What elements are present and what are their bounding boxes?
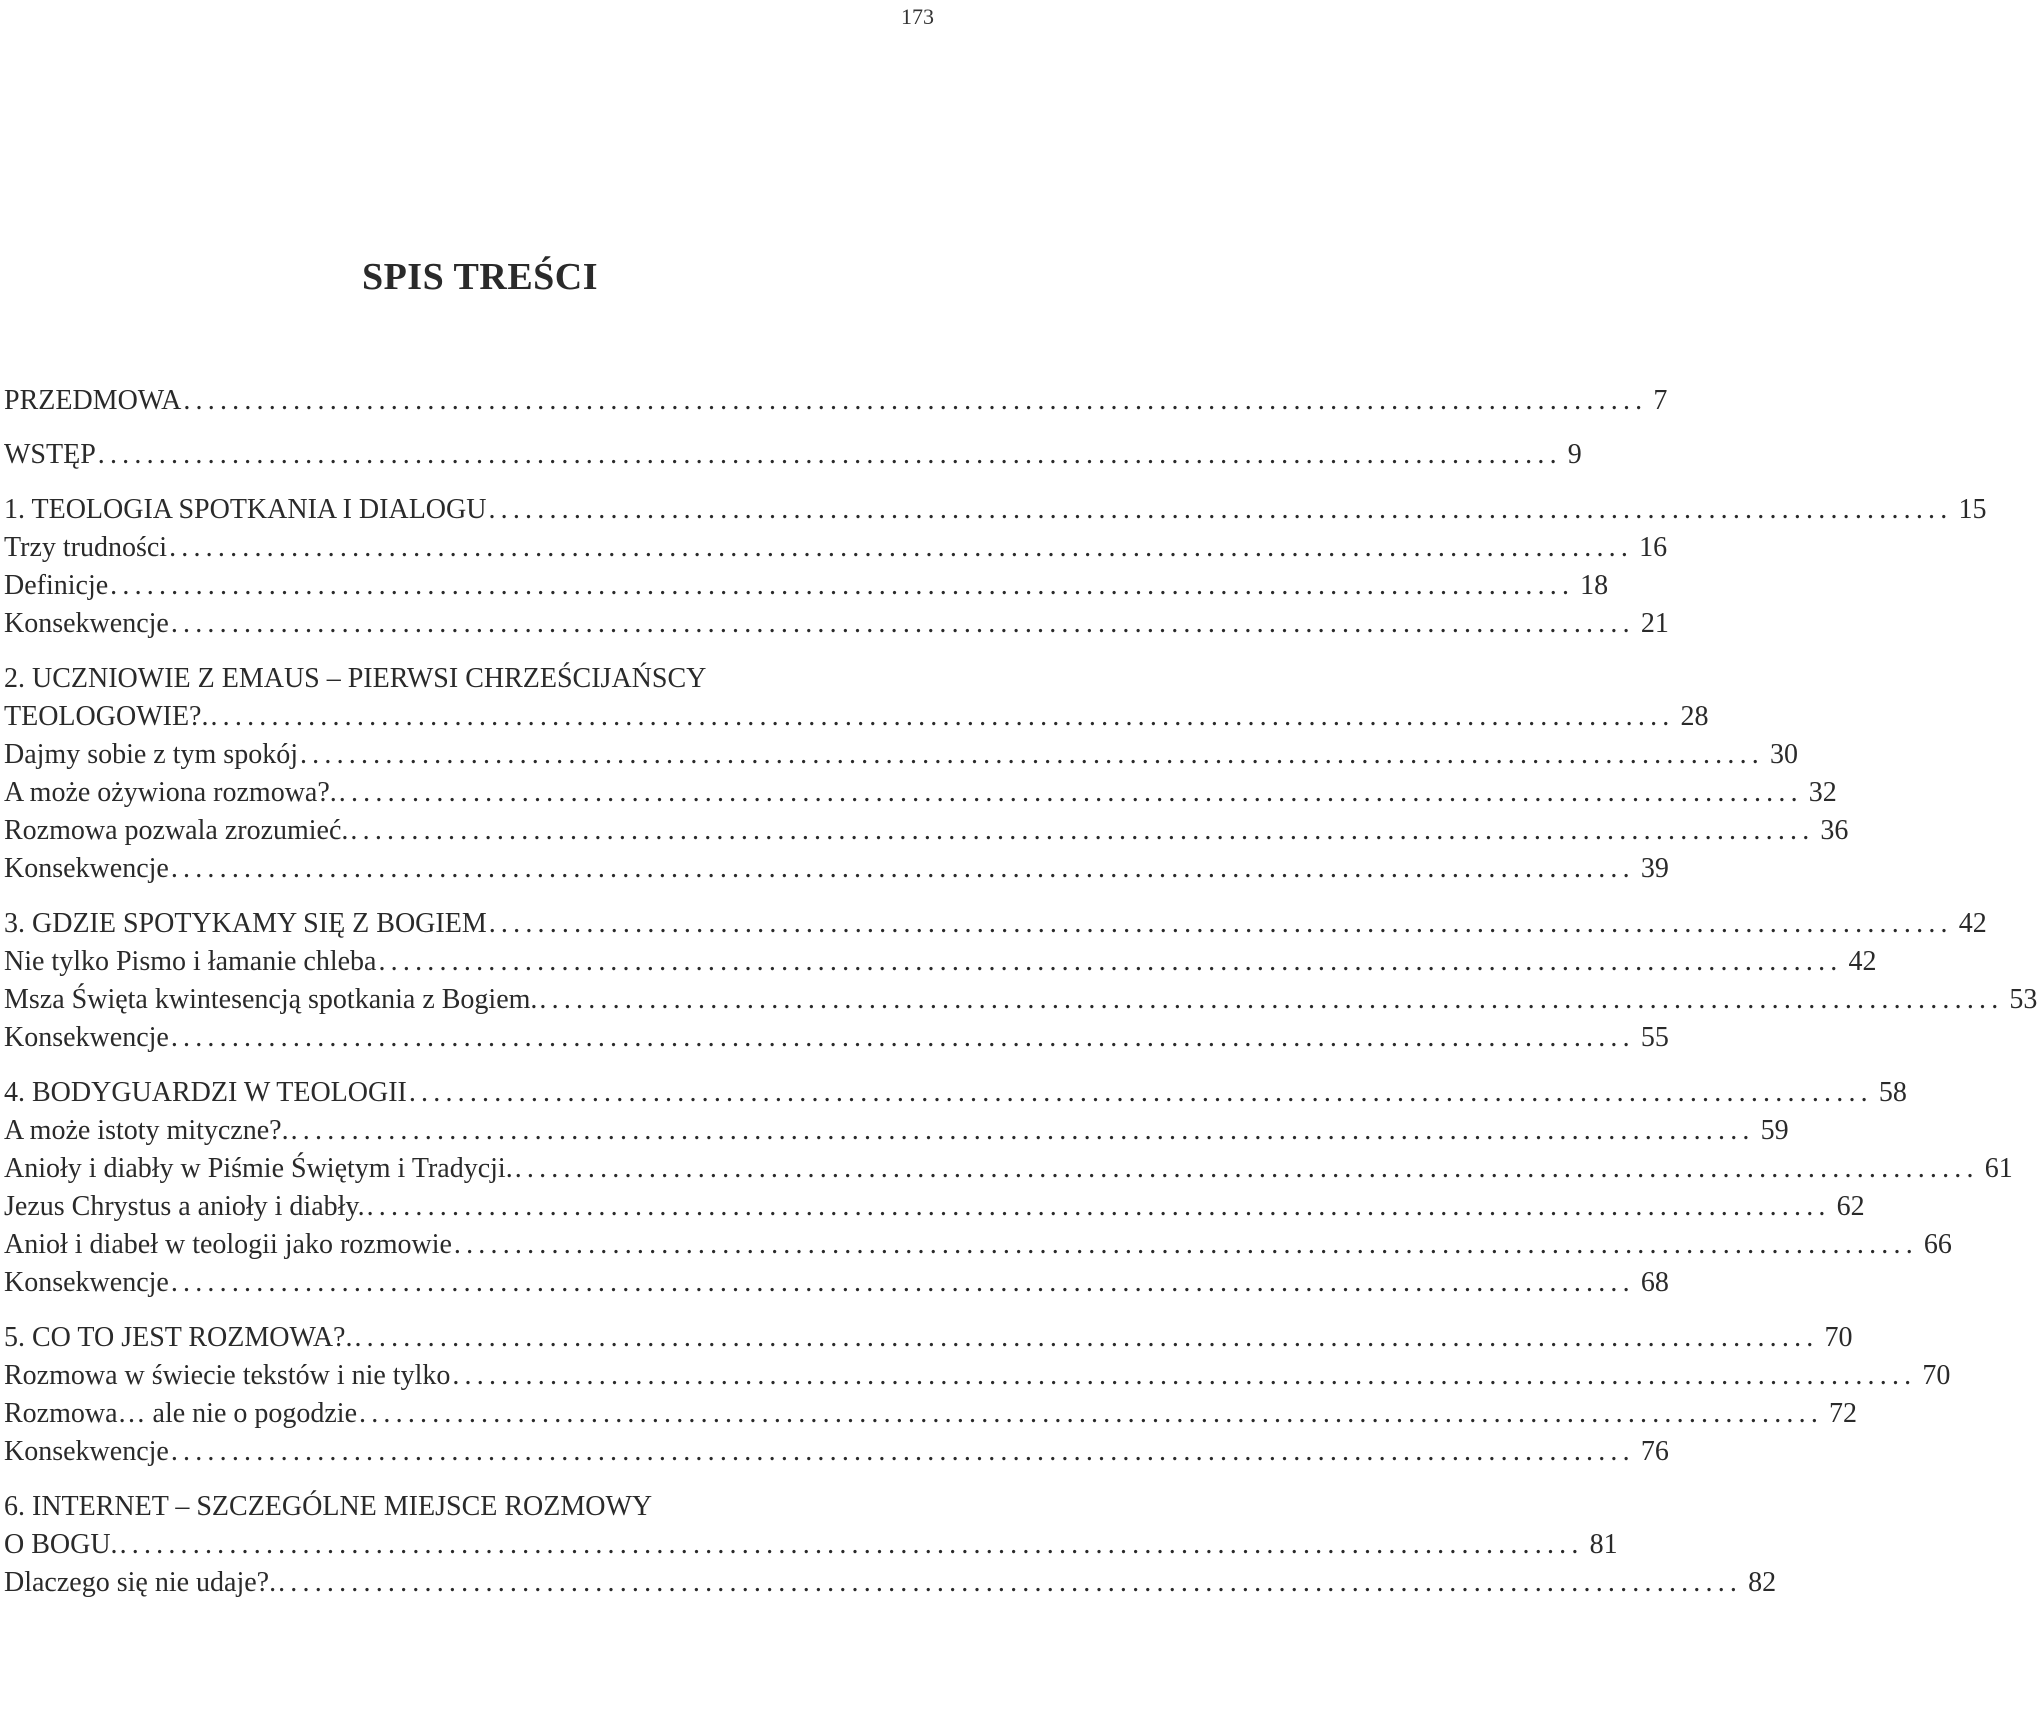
toc-entry-label: Rozmowa w świecie tekstów i nie tylko	[4, 1360, 451, 1391]
toc-entry[interactable]	[4, 851, 1669, 887]
toc-leader-dots: ........................................................................................................................	[359, 1398, 1824, 1429]
toc-entry[interactable]	[4, 1320, 1853, 1356]
toc-entry[interactable]	[4, 737, 1798, 773]
toc-entry[interactable]	[4, 1189, 1865, 1225]
page-title: SPIS TREŚCI	[361, 256, 599, 298]
toc-entry[interactable]	[4, 1075, 1907, 1111]
toc-entry-page: 28	[1680, 701, 1709, 732]
toc-entry-label: O BOGU.	[4, 1529, 118, 1560]
toc-entry-label: Konsekwencje	[4, 853, 169, 884]
toc-entry-page: 16	[1639, 532, 1668, 563]
toc-entry[interactable]	[4, 1489, 958, 1525]
toc-entry-page: 30	[1769, 739, 1798, 770]
toc-entry-page: 15	[1958, 494, 1987, 525]
toc-entry-page: 70	[1922, 1360, 1951, 1391]
toc-leader-dots: ........................................................................................................................	[539, 984, 2004, 1015]
toc-leader-dots: ........................................................................................................................	[183, 385, 1648, 416]
toc-entry[interactable]	[4, 1227, 1952, 1263]
toc-entry-label: Dajmy sobie z tym spokój	[4, 739, 298, 770]
toc-entry[interactable]	[4, 1265, 1669, 1301]
toc-entry-label: 5. CO TO JEST ROZMOWA?.	[4, 1322, 353, 1353]
toc-entry-label: Dlaczego się nie udaje?.	[4, 1567, 277, 1598]
toc-entry-page: 9	[1567, 439, 1582, 470]
toc-entry[interactable]	[4, 813, 1849, 849]
toc-entry-label: Konsekwencje	[4, 1267, 169, 1298]
toc-entry[interactable]	[4, 1113, 1789, 1149]
toc-entry[interactable]	[4, 944, 1877, 980]
toc-leader-dots: ........................................................................................................................	[169, 532, 1634, 563]
toc-entry-page: 55	[1640, 1022, 1669, 1053]
toc-entry-label: 1. TEOLOGIA SPOTKANIA I DIALOGU	[4, 494, 487, 525]
toc-leader-dots: ........................................................................................................................	[110, 570, 1575, 601]
toc-entry-page: 81	[1589, 1529, 1618, 1560]
toc-leader-dots: ........................................................................................................................	[97, 439, 1562, 470]
toc-entry-page: 61	[1984, 1153, 2013, 1184]
toc-entry[interactable]	[4, 775, 1837, 811]
toc-entry-label: 3. GDZIE SPOTYKAMY SIĘ Z BOGIEM	[4, 908, 487, 939]
page-number: 173	[901, 4, 934, 29]
toc-entry-label: TEOLOGOWIE?.	[4, 701, 209, 732]
toc-leader-dots: ........................................................................................................................	[210, 701, 1675, 732]
toc-entry-page: 42	[1848, 946, 1877, 977]
toc-entry-page: 76	[1640, 1436, 1669, 1467]
toc-entry[interactable]	[4, 982, 2037, 1018]
toc-entry-label: Konsekwencje	[4, 608, 169, 639]
toc-leader-dots: ........................................................................................................................	[170, 1022, 1635, 1053]
toc-leader-dots: ........................................................................................................................	[452, 1360, 1917, 1391]
toc-entry-page: 59	[1760, 1115, 1789, 1146]
toc-entry-page: 66	[1923, 1229, 1952, 1260]
toc-entry-page: 18	[1580, 570, 1609, 601]
toc-entry-page: 36	[1820, 815, 1849, 846]
toc-leader-dots: ........................................................................................................................	[514, 1153, 1979, 1184]
toc-entry-label: Anioł i diabeł w teologii jako rozmowie	[4, 1229, 452, 1260]
toc-leader-dots: ........................................................................................................................	[350, 815, 1815, 846]
toc-entry-label: PRZEDMOWA	[4, 385, 182, 416]
toc-leader-dots: ........................................................................................................................	[354, 1322, 1819, 1353]
toc-entry-label: A może istoty mityczne?.	[4, 1115, 289, 1146]
toc-leader-dots: ........................................................................................................................	[408, 1077, 1873, 1108]
toc-leader-dots: ........................................................................................................................	[290, 1115, 1755, 1146]
toc-entry-page: 53	[2009, 984, 2037, 1015]
toc-entry-label: A może ożywiona rozmowa?.	[4, 777, 337, 808]
toc-entry-page: 7	[1653, 385, 1668, 416]
toc-leader-dots: ........................................................................................................................	[488, 908, 1953, 939]
toc-entry[interactable]	[4, 492, 1987, 528]
toc-leader-dots: ........................................................................................................................	[278, 1567, 1743, 1598]
toc-entry-page: 62	[1836, 1191, 1865, 1222]
toc-leader-dots: ........................................................................................................................	[378, 946, 1843, 977]
toc-entry-label: Jezus Chrystus a anioły i diabły.	[4, 1191, 365, 1222]
toc-entry-label: Rozmowa pozwala zrozumieć.	[4, 815, 349, 846]
toc-entry-label: Anioły i diabły w Piśmie Świętym i Tradycji.	[4, 1153, 513, 1184]
toc-entry[interactable]	[4, 1020, 1669, 1056]
toc-entry[interactable]	[4, 1358, 1951, 1394]
toc-leader-dots: ........................................................................................................................	[170, 1436, 1635, 1467]
toc-entry-page: 42	[1958, 908, 1987, 939]
toc-entry[interactable]	[4, 383, 1668, 419]
toc-entry[interactable]	[4, 606, 1669, 642]
toc-entry[interactable]	[4, 568, 1609, 604]
toc-entry-label: Nie tylko Pismo i łamanie chleba	[4, 946, 377, 977]
toc-entry[interactable]	[4, 699, 1709, 735]
toc-entry-page: 58	[1878, 1077, 1907, 1108]
toc-leader-dots: ........................................................................................................................	[299, 739, 1764, 770]
toc-entry-page: 82	[1748, 1567, 1777, 1598]
toc-entry-page: 68	[1640, 1267, 1669, 1298]
toc-entry-page: 70	[1824, 1322, 1853, 1353]
toc-leader-dots: ........................................................................................................................	[170, 608, 1635, 639]
toc-entry[interactable]	[4, 437, 1582, 473]
toc-leader-dots: ........................................................................................................................	[338, 777, 1803, 808]
toc-leader-dots: ........................................................................................................................	[170, 853, 1635, 884]
toc-entry-label: 2. UCZNIOWIE Z EMAUS – PIERWSI CHRZEŚCIJAŃSCY	[4, 663, 707, 694]
toc-leader-dots: ........................................................................................................................	[366, 1191, 1831, 1222]
toc-entry-label: Msza Święta kwintesencją spotkania z Bogiem.	[4, 984, 538, 1015]
toc-entry[interactable]	[4, 1565, 1777, 1601]
toc-entry[interactable]	[4, 1151, 2013, 1187]
toc-entry-label: Rozmowa… ale nie o pogodzie	[4, 1398, 358, 1429]
toc-entry[interactable]	[4, 661, 958, 697]
toc-leader-dots: ........................................................................................................................	[170, 1267, 1635, 1298]
toc-entry[interactable]	[4, 906, 1987, 942]
toc-entry[interactable]	[4, 1434, 1669, 1470]
toc-entry-page: 72	[1829, 1398, 1858, 1429]
toc-entry-page: 32	[1808, 777, 1837, 808]
toc-leader-dots: ........................................................................................................................	[453, 1229, 1918, 1260]
toc-entry-label: 6. INTERNET – SZCZEGÓLNE MIEJSCE ROZMOWY	[4, 1491, 653, 1522]
toc-entry-label: Trzy trudności	[4, 532, 168, 563]
toc-entry[interactable]	[4, 1527, 1618, 1563]
toc-entry-label: WSTĘP	[4, 439, 96, 470]
toc-entry-label: 4. BODYGUARDZI W TEOLOGII	[4, 1077, 407, 1108]
toc-entry-page: 39	[1640, 853, 1669, 884]
toc-entry[interactable]	[4, 530, 1668, 566]
toc-entry-label: Definicje	[4, 570, 109, 601]
toc-leader-dots: ........................................................................................................................	[119, 1529, 1584, 1560]
toc-entry-label: Konsekwencje	[4, 1436, 169, 1467]
toc-entry-page: 21	[1640, 608, 1669, 639]
toc-entry-label: Konsekwencje	[4, 1022, 169, 1053]
toc-leader-dots: ........................................................................................................................	[488, 494, 1953, 525]
toc-entry[interactable]	[4, 1396, 1858, 1432]
